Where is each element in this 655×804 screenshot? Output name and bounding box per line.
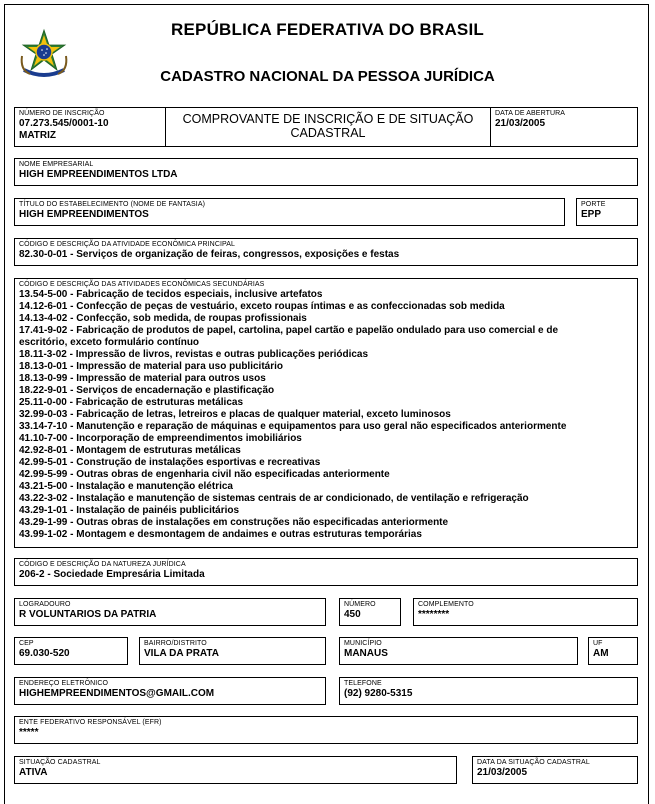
numero-label: NÚMERO bbox=[344, 601, 376, 608]
bairro-box bbox=[139, 637, 326, 665]
cep-box bbox=[14, 637, 128, 665]
list-item: escritório, exceto formulário contínuo bbox=[19, 337, 200, 348]
efr-box bbox=[14, 716, 638, 744]
nome-empresarial-box bbox=[14, 158, 638, 186]
data-situacao-value: 21/03/2005 bbox=[477, 767, 528, 778]
bairro-label: BAIRRO/DISTRITO bbox=[144, 640, 207, 647]
telefone-value: (92) 9280-5315 bbox=[344, 688, 413, 699]
list-item: 43.29-1-01 - Instalação de painéis publicitários bbox=[19, 505, 240, 516]
cep-label: CEP bbox=[19, 640, 34, 647]
data-situacao-box bbox=[472, 756, 638, 784]
telefone-box bbox=[339, 677, 638, 705]
abertura-box bbox=[490, 107, 638, 147]
inscricao-label: NÚMERO DE INSCRIÇÃO bbox=[19, 110, 105, 117]
numero-value: 450 bbox=[344, 609, 361, 620]
efr-value: ***** bbox=[19, 727, 39, 738]
list-item: 13.54-5-00 - Fabricação de tecidos especiais, inclusive artefatos bbox=[19, 289, 323, 300]
comprovante-line2: CADASTRAL bbox=[290, 126, 366, 140]
natureza-value: 206-2 - Sociedade Empresária Limitada bbox=[19, 569, 205, 580]
cep-value: 69.030-520 bbox=[19, 648, 70, 659]
registry-title: CADASTRO NACIONAL DA PESSOA JURÍDICA bbox=[160, 68, 495, 85]
secundarias-label: CÓDIGO E DESCRIÇÃO DAS ATIVIDADES ECONÔMICAS SECUNDÁRIAS bbox=[19, 281, 265, 288]
numero-box bbox=[339, 598, 401, 626]
municipio-box bbox=[339, 637, 578, 665]
list-item: 42.99-5-99 - Outras obras de engenharia civil não especificadas anteriormente bbox=[19, 469, 390, 480]
fantasia-box bbox=[14, 198, 565, 226]
inscricao-type: MATRIZ bbox=[19, 130, 57, 141]
nome-label: NOME EMPRESARIAL bbox=[19, 161, 94, 168]
list-item: 32.99-0-03 - Fabricação de letras, letreiros e placas de qualquer material, exceto luminosos bbox=[19, 409, 451, 420]
municipio-label: MUNICÍPIO bbox=[344, 640, 382, 647]
logradouro-label: LOGRADOURO bbox=[19, 601, 71, 608]
email-value: HIGHEMPREENDIMENTOS@GMAIL.COM bbox=[19, 688, 215, 699]
list-item: 33.14-7-10 - Manutenção e reparação de máquinas e equipamentos para uso geral não especificados anteriormente bbox=[19, 421, 567, 432]
list-item: 43.21-5-00 - Instalação e manutenção elétrica bbox=[19, 481, 233, 492]
list-item: 41.10-7-00 - Incorporação de empreendimentos imobiliários bbox=[19, 433, 302, 444]
country-title: REPÚBLICA FEDERATIVA DO BRASIL bbox=[171, 20, 484, 39]
porte-value: EPP bbox=[581, 209, 602, 220]
list-item: 18.11-3-02 - Impressão de livros, revistas e outras publicações periódicas bbox=[19, 349, 369, 360]
situacao-box bbox=[14, 756, 457, 784]
fantasia-label: TÍTULO DO ESTABELECIMENTO (NOME DE FANTASIA) bbox=[19, 201, 206, 208]
porte-label: PORTE bbox=[581, 201, 606, 208]
complemento-label: COMPLEMENTO bbox=[418, 601, 474, 608]
inscricao-number: 07.273.545/0001-10 bbox=[19, 118, 109, 129]
atividade-principal-box bbox=[14, 238, 638, 266]
logradouro-value: R VOLUNTARIOS DA PATRIA bbox=[19, 609, 157, 620]
uf-value: AM bbox=[593, 648, 609, 659]
logradouro-box bbox=[14, 598, 326, 626]
principal-value: 82.30-0-01 - Serviços de organização de feiras, congressos, exposições e festas bbox=[19, 249, 400, 260]
atividades-secundarias-box bbox=[14, 278, 638, 548]
list-item: 14.12-6-01 - Confecção de peças de vestuário, exceto roupas íntimas e as confeccionadas sob medida bbox=[19, 301, 505, 312]
list-item: 18.13-0-01 - Impressão de material para uso publicitário bbox=[19, 361, 283, 372]
abertura-value: 21/03/2005 bbox=[495, 118, 546, 129]
uf-label: UF bbox=[593, 640, 603, 647]
natureza-label: CÓDIGO E DESCRIÇÃO DA NATUREZA JURÍDICA bbox=[19, 561, 186, 568]
email-label: ENDEREÇO ELETRÔNICO bbox=[19, 680, 109, 687]
complemento-box bbox=[413, 598, 638, 626]
natureza-juridica-box bbox=[14, 558, 638, 586]
list-item: 42.92-8-01 - Montagem de estruturas metálicas bbox=[19, 445, 241, 456]
list-item: 17.41-9-02 - Fabricação de produtos de papel, cartolina, papel cartão e papelão ondulado para uso comercial e de bbox=[19, 325, 559, 336]
efr-label: ENTE FEDERATIVO RESPONSÁVEL (EFR) bbox=[19, 719, 162, 726]
fantasia-value: HIGH EMPREENDIMENTOS bbox=[19, 209, 149, 220]
list-item: 18.22-9-01 - Serviços de encadernação e plastificação bbox=[19, 385, 275, 396]
email-box bbox=[14, 677, 326, 705]
list-item: 43.22-3-02 - Instalação e manutenção de sistemas centrais de ar condicionado, de ventilação e refrigeração bbox=[19, 493, 529, 504]
list-item: 43.99-1-02 - Montagem e desmontagem de andaimes e outras estruturas temporárias bbox=[19, 529, 422, 540]
nome-value: HIGH EMPREENDIMENTOS LTDA bbox=[19, 169, 178, 180]
data-situacao-label: DATA DA SITUAÇÃO CADASTRAL bbox=[477, 759, 590, 766]
municipio-value: MANAUS bbox=[344, 648, 388, 659]
abertura-label: DATA DE ABERTURA bbox=[495, 110, 566, 117]
list-item: 14.13-4-02 - Confecção, sob medida, de roupas profissionais bbox=[19, 313, 307, 324]
secundarias-list bbox=[19, 289, 633, 541]
list-item: 18.13-0-99 - Impressão de material para outros usos bbox=[19, 373, 266, 384]
bairro-value: VILA DA PRATA bbox=[144, 648, 219, 659]
principal-label: CÓDIGO E DESCRIÇÃO DA ATIVIDADE ECONÔMICA PRINCIPAL bbox=[19, 241, 236, 248]
situacao-value: ATIVA bbox=[19, 767, 48, 778]
comprovante-box bbox=[165, 107, 491, 147]
porte-box bbox=[576, 198, 638, 226]
list-item: 25.11-0-00 - Fabricação de estruturas metálicas bbox=[19, 397, 244, 408]
telefone-label: TELEFONE bbox=[344, 680, 382, 687]
complemento-value: ******** bbox=[418, 609, 450, 620]
list-item: 42.99-5-01 - Construção de instalações esportivas e recreativas bbox=[19, 457, 321, 468]
comprovante-line1: COMPROVANTE DE INSCRIÇÃO E DE SITUAÇÃO bbox=[182, 112, 474, 126]
list-item: 43.29-1-99 - Outras obras de instalações em construções não especificadas anteriormente bbox=[19, 517, 449, 528]
uf-box bbox=[588, 637, 638, 665]
inscricao-box bbox=[14, 107, 166, 147]
situacao-label: SITUAÇÃO CADASTRAL bbox=[19, 759, 101, 766]
